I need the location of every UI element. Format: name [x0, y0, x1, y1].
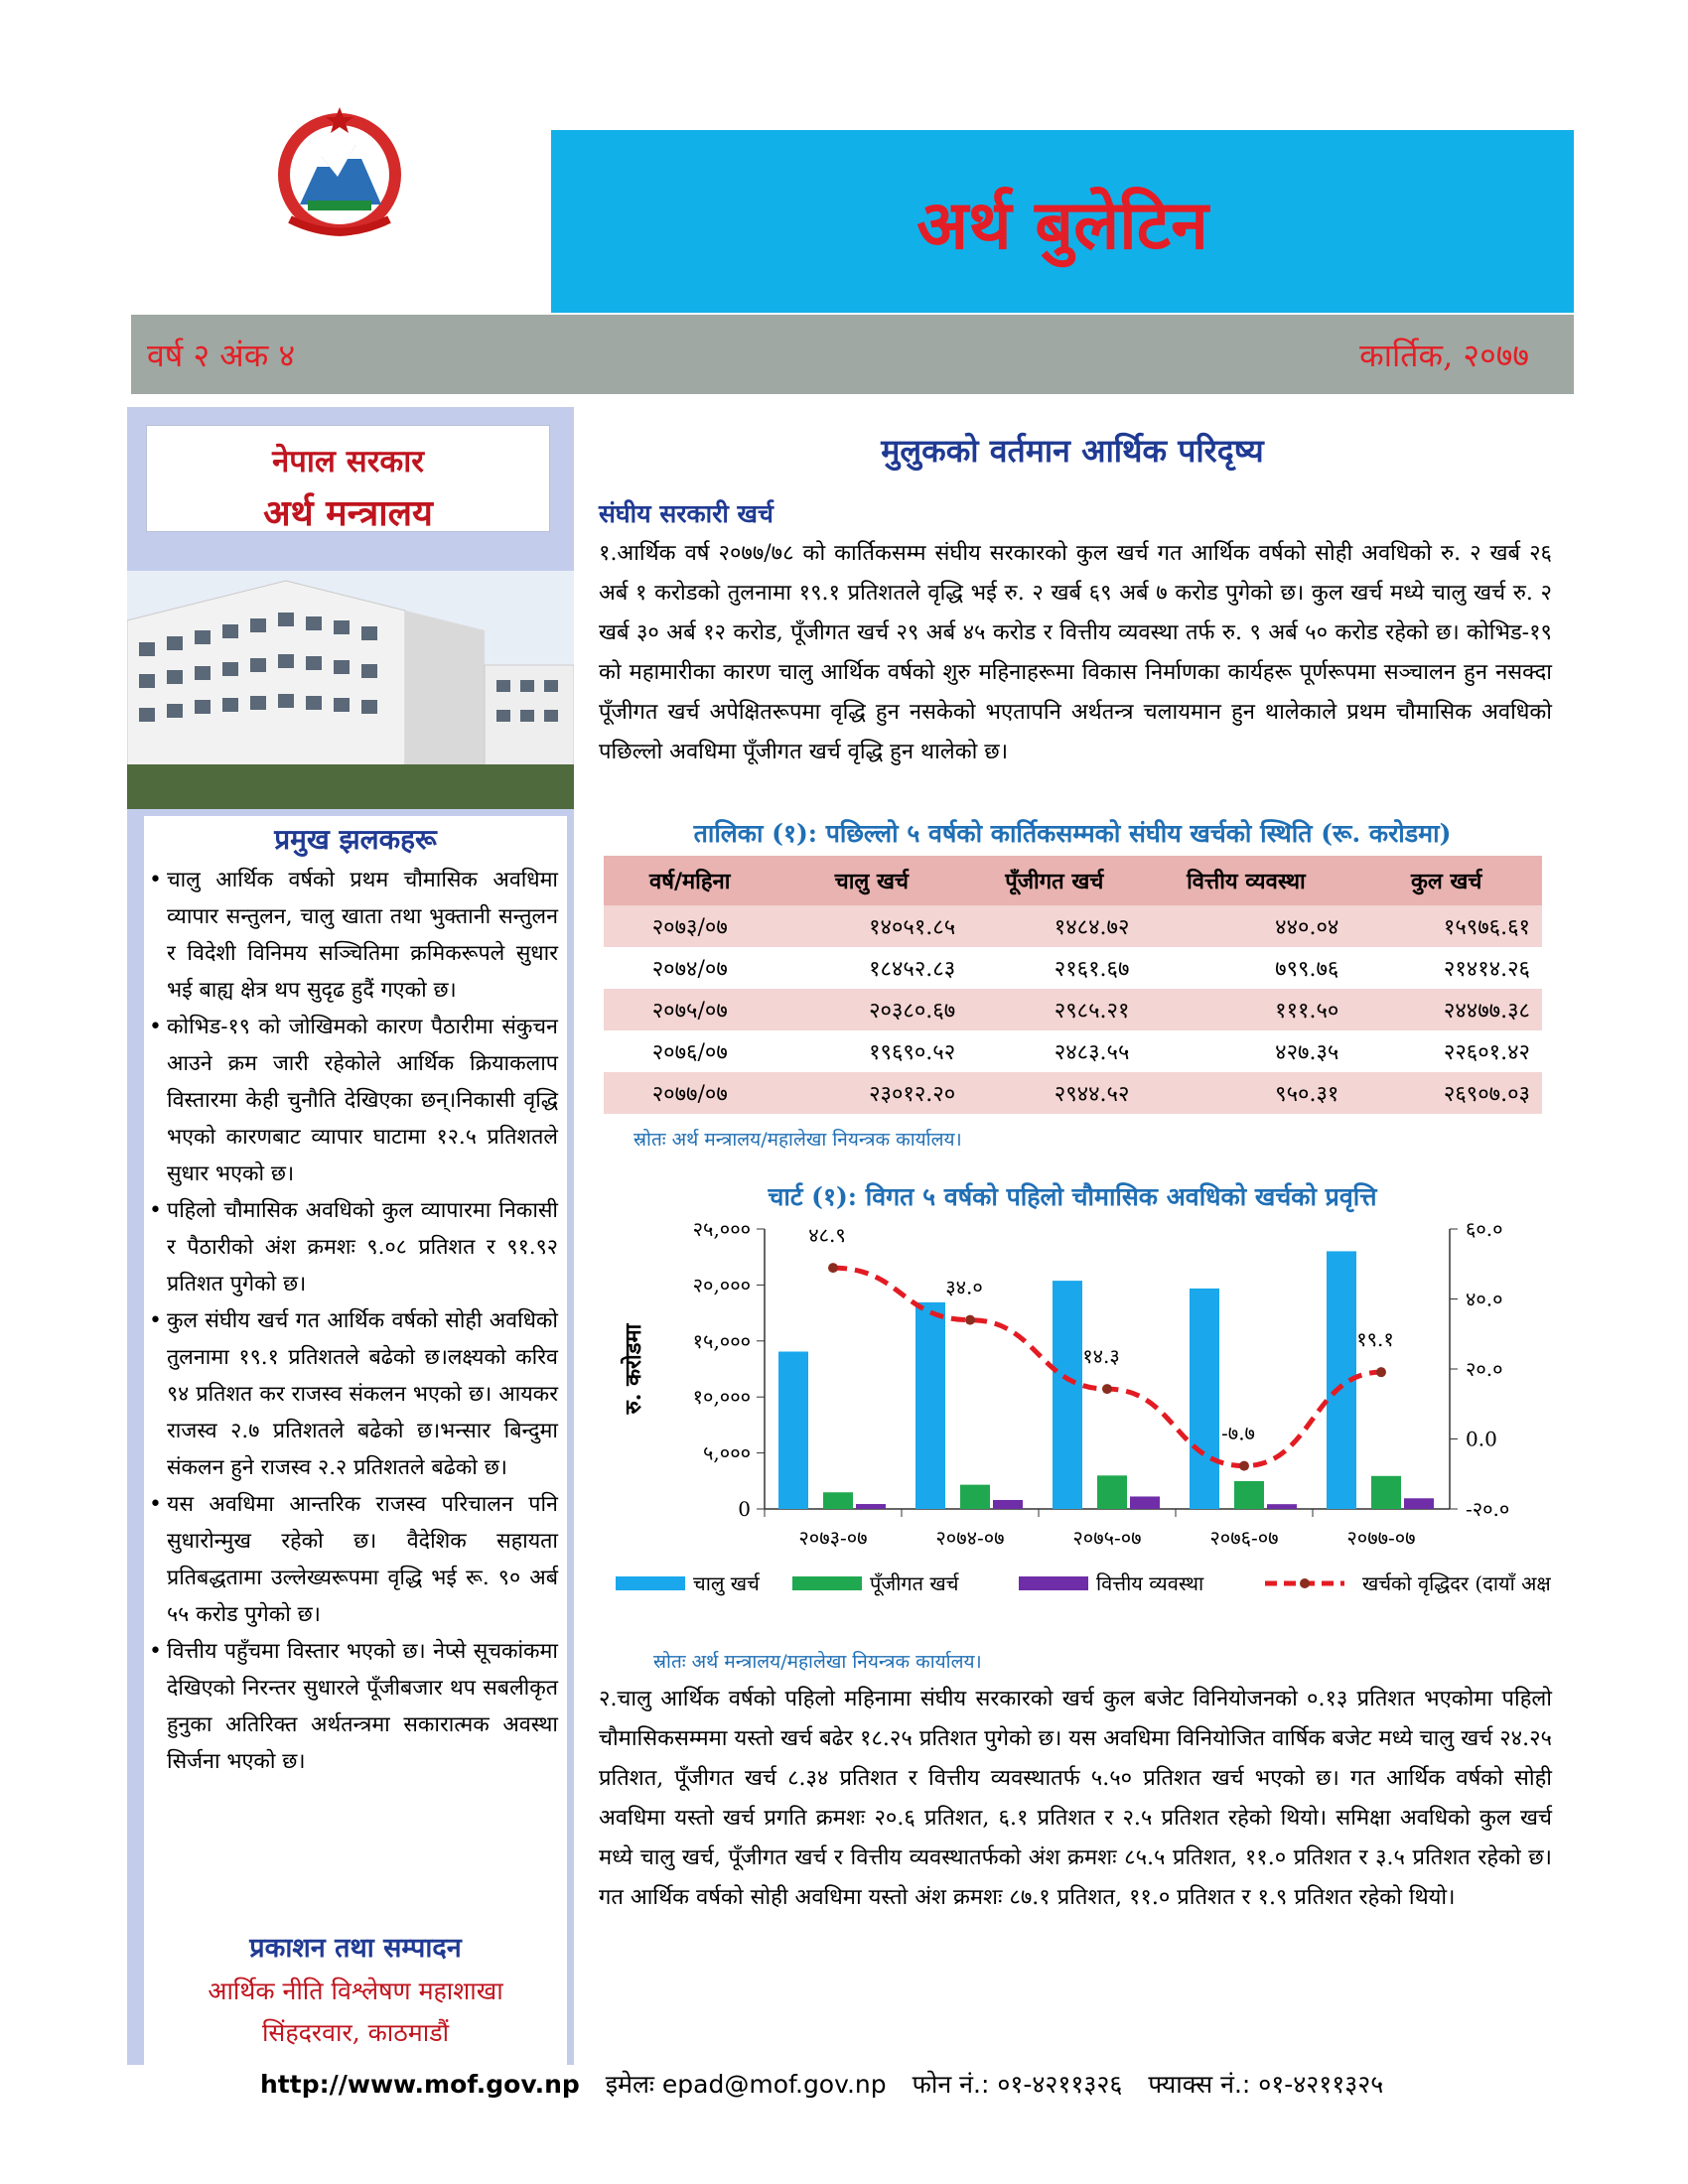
legend-label: चालु खर्च [693, 1571, 760, 1595]
table-cell: २०७७/०७ [604, 1072, 776, 1114]
bulletin-title-banner [551, 130, 1574, 313]
table-cell: २३०१२.२० [776, 1072, 968, 1114]
bar-0 [1053, 1281, 1082, 1509]
publisher-address: सिंहदरवार, काठमाडौं [261, 2018, 450, 2047]
growth-rate-point [828, 1263, 838, 1273]
table-cell: २९४४.५२ [967, 1072, 1141, 1114]
table-cell: १५९७६.६१ [1350, 905, 1542, 947]
bar-1 [1371, 1476, 1401, 1509]
y-tick-label: १५,००० [692, 1328, 751, 1353]
growth-rate-label: १४.३ [1082, 1344, 1120, 1369]
bar-2 [1267, 1504, 1297, 1509]
table-header-row [604, 856, 1542, 905]
table-cell: १८४५२.८३ [776, 947, 968, 989]
table-cell: १११.५० [1141, 989, 1350, 1030]
legend-swatch [1019, 1576, 1088, 1590]
highlights-title: प्रमुख झलकहरू [274, 823, 437, 856]
table-cell: २९८५.२१ [967, 989, 1141, 1030]
table-cell: १९६९०.५२ [776, 1030, 968, 1072]
table-source: स्रोतः अर्थ मन्त्रालय/महालेखा नियन्त्रक कार्यालय। [633, 1129, 962, 1151]
bar-0 [1190, 1289, 1219, 1509]
growth-rate-point [1239, 1461, 1249, 1471]
highlights-list [149, 862, 558, 1780]
bulletin-title: अर्थ बुलेटिन [916, 186, 1208, 265]
column-header: चालु खर्च [776, 856, 968, 905]
growth-rate-point [965, 1315, 975, 1325]
bar-2 [993, 1500, 1023, 1509]
x-tick-label: २०७५-०७ [1072, 1526, 1142, 1550]
column-header: वित्तीय व्यवस्था [1141, 856, 1350, 905]
highlight-item: • कोभिड-१९ को जोखिमको कारण पैठारीमा संकुचन आउने क्रम जारी रहेकोले आर्थिक क्रियाकलाप विस्तारमा केही चुनौति देखिएका छन्।निकासी वृद्धि भएको कारणबाट व्यापार घाटामा १२.५ प्रतिशतले सुधार भएको छ। [149, 1009, 558, 1192]
column-header: पूँजीगत खर्च [967, 856, 1141, 905]
website-link[interactable]: http://www.mof.gov.np [260, 2070, 580, 2099]
table-cell: २०७५/०७ [604, 989, 776, 1030]
table-title: तालिका (१): पछिल्लो ५ वर्षको कार्तिकसम्मको संघीय खर्चको स्थिति (रू. करोडमा) [693, 819, 1452, 848]
x-tick-label: २०७६-०७ [1209, 1526, 1279, 1550]
legend-swatch [792, 1576, 862, 1590]
ministry-building-photo [127, 571, 574, 809]
main-heading: मुलुकको वर्तमान आर्थिक परिदृष्य [881, 432, 1264, 470]
bar-1 [1234, 1481, 1264, 1509]
table-cell: २४८३.५५ [967, 1030, 1141, 1072]
x-tick-label: २०७३-०७ [798, 1526, 868, 1550]
table-cell: २२६०१.४२ [1350, 1030, 1542, 1072]
y2-tick-label: २०.० [1466, 1357, 1503, 1381]
issue-band [131, 315, 1574, 394]
federal-expenditure-table [604, 856, 1542, 1114]
highlight-item: • पहिलो चौमासिक अवधिको कुल व्यापारमा निकासी र पैठारीको अंश क्रमशः ९.०८ प्रतिशत र ९१.९२ प्रतिशत पुगेको छ। [149, 1192, 558, 1302]
paragraph-1: १.आर्थिक वर्ष २०७७/७८ को कार्तिकसम्म संघीय सरकारको कुल खर्च गत आर्थिक वर्षको सोही अवधिको रु. २ खर्ब २६ अर्ब १ करोडको तुलनामा १९.१ प्रतिशतले वृद्धि भई रु. २ खर्ब ६९ अर्ब ७ करोड पुगेको छ। कुल खर्च मध्ये चालु खर्च रु. २ खर्ब ३० अर्ब १२ करोड, पूँजीगत खर्च २९ अर्ब ४५ करोड र वित्तीय व्यवस्था तर्फ रु. ९ अर्ब ५० करोड रहेको छ। कोभिड-१९ को महामारीका कारण चालु आर्थिक वर्षको शुरु महिनाहरूमा विकास निर्माणका कार्यहरू पूर्णरूपमा सञ्चालन हुन नसक्दा पूँजीगत खर्च अपेक्षितरूपमा वृद्धि हुन नसकेको भएतापनि अर्थतन्त्र चलायमान हुन थालेकाले प्रथम चौमासिक अवधिको पछिल्लो अवधिमा पूँजीगत खर्च वृद्धि हुन थालेको छ। [599, 541, 1552, 764]
bar-2 [856, 1504, 886, 1509]
bar-0 [778, 1351, 808, 1509]
bar-2 [1130, 1496, 1160, 1509]
table-cell: २०७४/०७ [604, 947, 776, 989]
y2-tick-label: ६०.० [1466, 1217, 1503, 1241]
table-row [604, 1030, 1542, 1072]
table-cell: ४४०.०४ [1141, 905, 1350, 947]
section-subheading: संघीय सरकारी खर्च [599, 499, 774, 528]
table-row [604, 905, 1542, 947]
table-row [604, 947, 1542, 989]
legend-marker [1300, 1578, 1310, 1588]
bar-2 [1404, 1498, 1434, 1509]
expenditure-trend-chart [596, 1211, 1559, 1628]
y-tick-label: ५,००० [703, 1440, 751, 1465]
table-row [604, 989, 1542, 1030]
y2-tick-label: ४०.० [1466, 1287, 1503, 1311]
column-header: वर्ष/महिना [604, 856, 776, 905]
table-cell: २०३८०.६७ [776, 989, 968, 1030]
table-cell: २१६१.६७ [967, 947, 1141, 989]
footer [260, 2067, 1401, 2101]
table-cell: १४८४.७२ [967, 905, 1141, 947]
publisher-title: प्रकाशन तथा सम्पादन [249, 1933, 462, 1964]
y2-tick-label: -२०.० [1466, 1497, 1510, 1521]
bar-1 [960, 1485, 990, 1509]
contact-email[interactable]: इमेलः epad@mof.gov.np [605, 2070, 887, 2099]
paragraph-2: २.चालु आर्थिक वर्षको पहिलो महिनामा संघीय सरकारको खर्च कुल बजेट विनियोजनको ०.१३ प्रतिशत भएकोमा पहिलो चौमासिकसम्ममा यस्तो खर्च बढेर १८.२५ प्रतिशत पुगेको छ। यस अवधिमा विनियोजित वार्षिक बजेट मध्ये चालु खर्च २४.२५ प्रतिशत, पूँजीगत खर्च ८.३४ प्रतिशत र वित्तीय व्यवस्थातर्फ ५.५० प्रतिशत खर्च भएको छ। गत आर्थिक वर्षको सोही अवधिमा यस्तो खर्च प्रगति क्रमशः २०.६ प्रतिशत, ६.१ प्रतिशत र २.५ प्रतिशत रहेको थियो। समिक्षा अवधिको कुल खर्च मध्ये चालु खर्च, पूँजीगत खर्च र वित्तीय व्यवस्थातर्फको अंश क्रमशः ८५.५ प्रतिशत, ११.० प्रतिशत र ३.५ प्रतिशत रहेको छ। गत आर्थिक वर्षको सोही अवधिमा यस्तो अंश क्रमशः ८७.१ प्रतिशत, ११.० प्रतिशत र १.९ प्रतिशत रहेको थियो। [599, 1687, 1552, 1910]
bar-0 [915, 1302, 945, 1509]
legend-swatch [616, 1576, 685, 1590]
table-cell: २०७६/०७ [604, 1030, 776, 1072]
legend-label: पूँजीगत खर्च [870, 1571, 959, 1595]
issue-number: वर्ष २ अंक ४ [147, 337, 296, 374]
table-cell: ९५०.३१ [1141, 1072, 1350, 1114]
bar-1 [1097, 1475, 1127, 1509]
bar-1 [823, 1492, 853, 1509]
table-cell: २०७३/०७ [604, 905, 776, 947]
growth-rate-label: १९.१ [1356, 1327, 1394, 1352]
growth-rate-label: -७.७ [1221, 1421, 1255, 1445]
table-cell: ७९९.७६ [1141, 947, 1350, 989]
highlight-item: • चालु आर्थिक वर्षको प्रथम चौमासिक अवधिमा व्यापार सन्तुलन, चालु खाता तथा भुक्तानी सन्तुलन र विदेशी विनिमय सञ्चितिमा क्रमिकरूपले सुधार भई बाह्य क्षेत्र थप सुदृढ हुदैं गएको छ। [149, 862, 558, 1009]
y-tick-label: १०,००० [692, 1385, 751, 1410]
column-header: कुल खर्च [1350, 856, 1542, 905]
y-tick-label: २०,००० [692, 1273, 751, 1297]
highlight-item: • कुल संघीय खर्च गत आर्थिक वर्षको सोही अवधिको तुलनामा १९.१ प्रतिशतले बढेको छ।लक्ष्यको करिव ९४ प्रतिशत कर राजस्व संकलन भएको छ। आयकर राजस्व २.७ प्रतिशतले बढेको छ।भन्सार बिन्दुमा संकलन हुने राजस्व २.२ प्रतिशतले बढेको छ। [149, 1302, 558, 1486]
publisher-division: आर्थिक नीति विश्लेषण महाशाखा [208, 1977, 503, 2005]
table-cell: २१४१४.२६ [1350, 947, 1542, 989]
x-tick-label: २०७७-०७ [1346, 1526, 1416, 1550]
chart-source: स्रोतः अर्थ मन्त्रालय/महालेखा नियन्त्रक कार्यालय। [653, 1651, 982, 1673]
legend-label: वित्तीय व्यवस्था [1096, 1571, 1204, 1595]
table-cell: २६९०७.०३ [1350, 1072, 1542, 1114]
y2-tick-label: 0.0 [1466, 1427, 1497, 1451]
growth-rate-label: ४८.९ [808, 1223, 846, 1248]
ministry-name: अर्थ मन्त्रालय [263, 492, 433, 534]
table-cell: ४२७.३५ [1141, 1030, 1350, 1072]
y-axis-label: रु. करोडमा [621, 1323, 646, 1415]
contact-phone: फोन नं.: ०१-४२११३२६ [912, 2070, 1123, 2099]
y-tick-label: 0 [738, 1497, 751, 1521]
chart-title: चार्ट (१): विगत ५ वर्षको पहिलो चौमासिक अवधिको खर्चको प्रवृत्ति [768, 1182, 1377, 1211]
nepal-government-emblem [260, 105, 419, 244]
government-name: नेपाल सरकार [272, 444, 424, 479]
issue-date: कार्तिक, २०७७ [1359, 337, 1529, 374]
highlight-item: • वित्तीय पहुँचमा विस्तार भएको छ। नेप्से सूचकांकमा देखिएको निरन्तर सुधारले पूँजीबजार थप सबलीकृत हुनुका अतिरिक्त अर्थतन्त्रमा सकारात्मक अवस्था सिर्जना भएको छ। [149, 1633, 558, 1780]
table-cell: २४४७७.३८ [1350, 989, 1542, 1030]
contact-fax: फ्याक्स नं.: ०१-४२११३२५ [1148, 2070, 1384, 2099]
growth-rate-label: ३४.० [945, 1275, 983, 1299]
y-tick-label: २५,००० [692, 1217, 751, 1241]
x-tick-label: २०७४-०७ [935, 1526, 1005, 1550]
table-cell: १४०५१.८५ [776, 905, 968, 947]
legend-label: खर्चको वृद्धिदर (दायाँ अक्ष [1362, 1571, 1551, 1595]
highlight-item: • यस अवधिमा आन्तरिक राजस्व परिचालन पनि सुधारोन्मुख रहेको छ। वैदेशिक सहायता प्रतिबद्धतामा उल्लेख्यरूपमा वृद्धि भई रू. ९० अर्ब ५५ करोड पुगेको छ। [149, 1486, 558, 1633]
ministry-name-box [146, 425, 550, 532]
growth-rate-point [1102, 1384, 1112, 1394]
growth-rate-point [1376, 1367, 1386, 1377]
table-row [604, 1072, 1542, 1114]
